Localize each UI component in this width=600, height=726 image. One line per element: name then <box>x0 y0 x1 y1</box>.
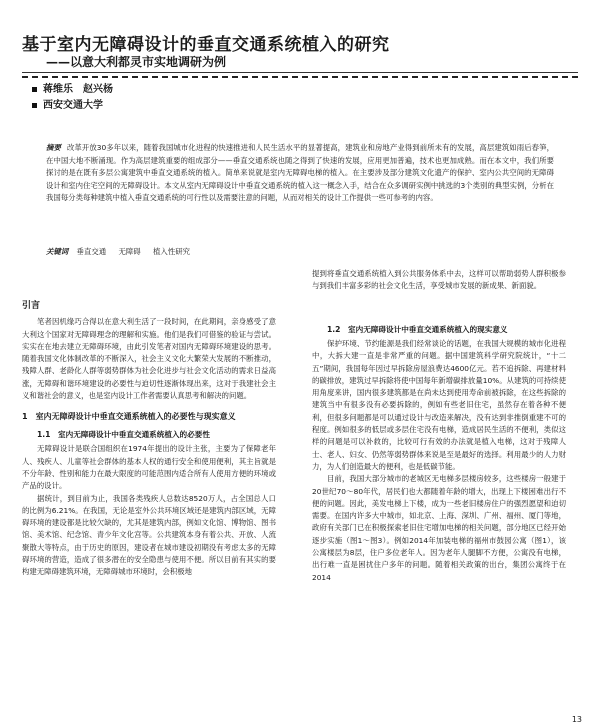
author-names: 蒋维乐 赵兴杨 <box>43 84 113 95</box>
section-1-heading: 1 室内无障碍设计中垂直交通系统植入的必要性与现实意义 <box>22 412 236 422</box>
section-1-2-heading: 1.2 室内无障碍设计中垂直交通系统植入的现实意义 <box>327 325 508 334</box>
intro-heading: 引言 <box>22 301 41 311</box>
title-rule <box>22 72 578 73</box>
page-subtitle: ——以意大利都灵市实地调研为例 <box>46 55 227 69</box>
keyword: 无障碍 <box>118 247 141 256</box>
keywords-label: 关键词 <box>46 247 69 256</box>
affiliation-line <box>32 98 113 114</box>
abstract <box>46 142 554 205</box>
square-bullet-icon <box>32 87 37 92</box>
author-line <box>32 82 113 98</box>
section-1-2-paragraph-1: 保护环境、节约能源是我们经常谈论的话题，在我国大规模的城市化进程中，大拆大建一直是非常严重的问题。据中国建筑科学研究院统计，“十二五”期间，我国每年因过早拆除房屋浪费达4600亿元。若不追拆除、再建材料的碳排放，建筑过早拆除将使中国每年新增碳排放量10%。从建筑的可持续使用角度来讲，国内很多建筑都是在尚未达到使用寿命前被拆除，在这些拆除的建筑当中有很多没有必要拆除的，例如有些老旧住宅，虽然存在着各种不便利，但很多问题都是可以通过设计与改造来解决，没有达到非推倒重建不可的程度。例如很多的低层或多层住宅没有电梯，造成居民生活的不便利，类似这样的问题是可以补救的，比较可行有效的办法就是植入电梯，这对于残障人士、老人、妇女、仍然等弱势群体来说是至是最好的选择。利用最少的人力财力，为人们创造最大的便利，也是低碳节能。 <box>312 339 566 471</box>
section-1-2-paragraph-2: 目前，我国大部分城市的老城区无电梯多层楼房较多，这些楼房一般建于20世纪70～80年代，居民们也大都随着年龄的增大，出现上下楼困难出行不便的问题。因此，美发电梯上下楼，成为一些老旧楼房住户的强烈愿望和迫切需要。在国内许多大中城市，如北京、上海、深圳、广州、福州、厦门等地，政府有关部门已在积极探索老旧住宅增加电梯的相关问题，部分地区已经开始逐步实施（图1～图3）。例如2014年加装电梯的福州市鼓园公寓（图1），该公寓楼层为8层，住户多位老年人。因为老年人腿脚不方便，公寓没有电梯，出行难一直是困扰住户多年的问题。随着相关政策的出台，集团公寓终于在2014 <box>312 474 566 582</box>
author-block <box>32 82 113 114</box>
right-column-lead-text: 提到将垂直交通系统植入到公共服务体系中去，这样可以帮助弱势人群积极参与到我们丰富多彩的社会文化生活，享受城市发展的新成果、新面貌。 <box>312 269 566 291</box>
right-column <box>312 322 566 584</box>
page-number: 13 <box>571 715 582 724</box>
abstract-label: 摘要 <box>46 143 61 152</box>
page-title: 基于室内无障碍设计的垂直交通系统植入的研究 <box>22 35 390 55</box>
keywords <box>46 246 200 257</box>
section-1-1-paragraph-2: 据统计，到目前为止，我国各类残疾人总数达8520万人，占全国总人口的比例为6.21%。在我国，无论是室外公共环境区域还是建筑内部区域，无障碍环境的建设都是比较欠缺的，尤其是建筑内部，例如文化馆、博物馆、图书馆、美术馆、纪念馆、青少年文化宫等。公共建筑本身有着公共、开放、人流聚散大等特点，由于历史的原因，建设者在城市建设初期没有考虑太多的无障碍环境的营造，造成了很多潜在的安全隐患与使用不便。所以目前有其实的要构建无障碍建筑环境，无障碍城市环境时，会积极地 <box>22 493 276 577</box>
section-1-1-heading: 1.1 室内无障碍设计中垂直交通系统植入的必要性 <box>37 430 210 440</box>
section-1-1-paragraph-1: 无障碍设计是联合国组织在1974年提出的设计主张，主要为了保障老年人、残疾人、儿童等社会群体的基本人权的通行安全和使用便利，其主旨就是不分年龄、性别和能力在最大限度的可能范围内适合所有人使用方便的环境或产品的设计。 <box>22 444 276 491</box>
intro-paragraph: 笔者因机缘巧合得以在意大利生活了一段时间，在此期间，亲身感受了意大利这个国家对无障碍理念的理解和实施。他们是我们可借鉴的验证与尝试。实实在在地去建立无障碍环境，由此引发笔者对国内无障碍环境建设的思考。随着我国文化体制改革的不断深入，社会主义文化大繁荣大发展的不断推动，残障人群、老龄化人群等弱势群体为社会化进步与社会文化活动的需求日益高涨，无障碍和谐环境建设的必要性与迫切性逐渐体现出来，这对于我建社会主义和谐社会的意义，也是室内设计工作者需要认真思考和解决的问题。 <box>22 317 276 401</box>
author-affiliation: 西安交通大学 <box>43 100 103 111</box>
square-bullet-icon <box>32 103 37 108</box>
keyword: 植入性研究 <box>153 247 190 256</box>
abstract-text: 改革开放30多年以来，随着我国城市化进程的快速推进和人民生活水平的显著提高，建筑业和房地产业得到前所未有的发展，高层建筑如雨后春笋，在中国大地不断涌现。作为高层建筑重要的组成部分——垂直交通系统也随之得到了快速的发展，应用更加普遍，技术也更加成熟。而在本文中，我们所要探讨的是在既有多层公寓建筑中垂直交通系统的植入。简单来说就是室内无障碍电梯的植入。在主要涉及部分建筑文化遗产的保护、室内公共空间的无障碍设计和室内住宅空间的无障碍设计。本文从室内无障碍设计中垂直交通系统的植入这一概念入手，结合在众多调研实例中挑选的3个类别的典型实例，分析在我国每分类每种建筑中植入垂直交通系统的可行性以及需要注意的问题，从而对相关的设计工作提供一些可参考的内容。 <box>46 143 554 203</box>
keyword: 垂直交通 <box>76 247 107 256</box>
left-column <box>22 300 276 579</box>
title-dash-rule <box>22 76 578 78</box>
